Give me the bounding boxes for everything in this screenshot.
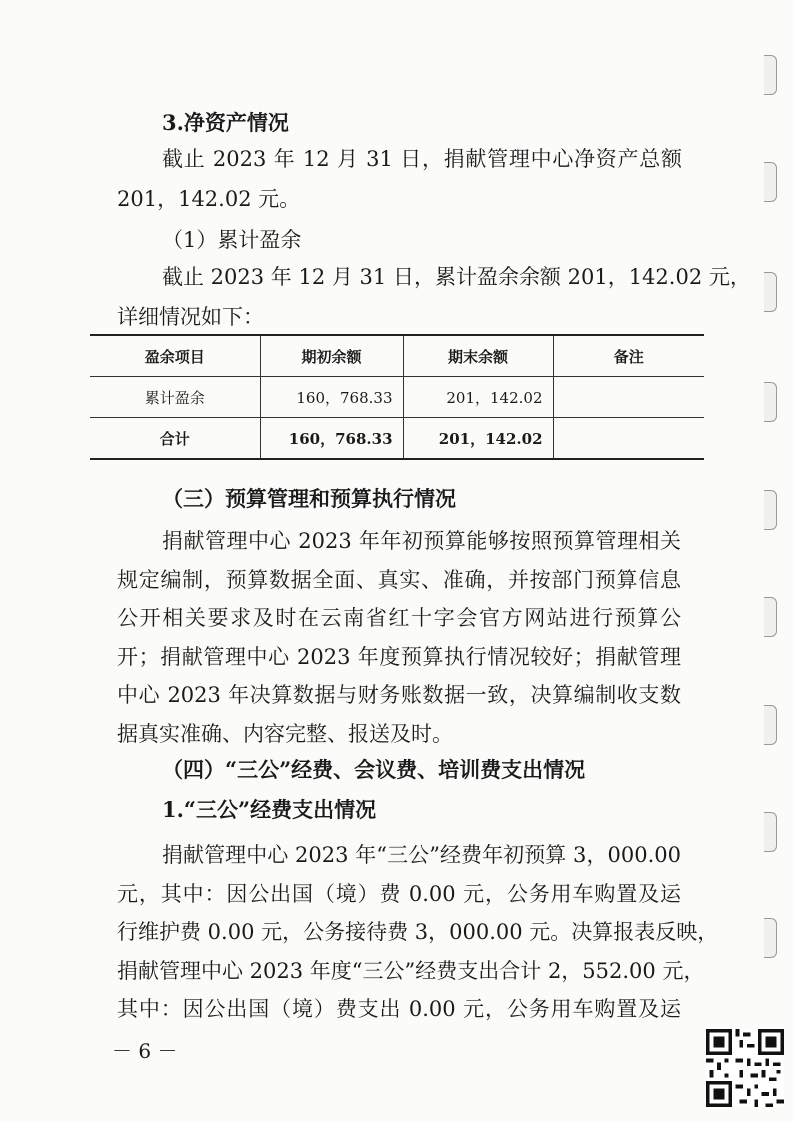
- binder-mark: [764, 272, 777, 312]
- table-row: [90, 377, 704, 418]
- page-number: － 6 －: [112, 1039, 178, 1063]
- binder-mark: [764, 382, 777, 422]
- table-cell: 160，768.33: [260, 377, 403, 418]
- binder-mark: [764, 705, 777, 745]
- binder-mark: [764, 597, 777, 637]
- table-cell: 201，142.02: [403, 418, 553, 460]
- paragraph-line: 行维护费 0.00 元，公务接待费 3，000.00 元。决算报表反映，: [117, 920, 719, 944]
- table-header-row: [90, 335, 704, 377]
- table-header-cell: 期初余额: [260, 335, 403, 377]
- paragraph-line: 捐献管理中心 2023 年度“三公”经费支出合计 2，552.00 元，: [117, 958, 705, 983]
- budget-paragraph: [117, 522, 681, 753]
- table-cell: [553, 418, 704, 460]
- paragraph-line: 捐献管理中心 2023 年“三公”经费年初预算 3，000.00: [162, 843, 681, 867]
- binder-mark: [764, 55, 777, 95]
- table-cell: 合计: [90, 418, 260, 460]
- three-public-paragraph: [117, 836, 719, 1029]
- paragraph-line: 开；捐献管理中心 2023 年度预算执行情况较好；捐献管理: [117, 644, 681, 669]
- three-public-heading: （四）“三公”经费、会议费、培训费支出情况: [162, 757, 586, 782]
- paragraph-line: 中心 2023 年决算数据与财务账数据一致，决算编制收支数: [117, 683, 681, 707]
- surplus-line: 截止 2023 年 12 月 31 日，累计盈余余额 201，142.02 元，: [162, 265, 751, 289]
- net-assets-line: 截止 2023 年 12 月 31 日，捐献管理中心净资产总额: [162, 147, 682, 171]
- paragraph-line: 据真实准确、内容完整、报送及时。: [117, 721, 453, 746]
- paragraph-line: 其中：因公出国（境）费支出 0.00 元，公务用车购置及运: [117, 997, 681, 1021]
- budget-heading: （三）预算管理和预算执行情况: [162, 486, 456, 511]
- table-cell: 累计盈余: [90, 377, 260, 418]
- binder-mark: [764, 812, 777, 852]
- three-public-subheading: 1.“三公”经费支出情况: [162, 797, 377, 822]
- table-cell: [553, 377, 704, 418]
- table-header-cell: 备注: [553, 335, 704, 377]
- surplus-table: [90, 334, 704, 460]
- table-cell: 201，142.02: [403, 377, 553, 418]
- table-row-total: [90, 418, 704, 460]
- surplus-line: 详细情况如下：: [117, 305, 264, 329]
- qr-code-icon: [706, 1029, 784, 1107]
- net-assets-line: 201，142.02 元。: [117, 187, 301, 211]
- binder-mark: [764, 162, 777, 202]
- paragraph-line: 元，其中：因公出国（境）费 0.00 元，公务用车购置及运: [117, 881, 681, 906]
- binder-mark: [764, 490, 777, 530]
- binder-mark: [764, 918, 777, 958]
- paragraph-line: 捐献管理中心 2023 年年初预算能够按照预算管理相关: [162, 529, 681, 553]
- paragraph-line: 公开相关要求及时在云南省红十字会官方网站进行预算公: [117, 606, 681, 630]
- paragraph-line: 规定编制，预算数据全面、真实、准确，并按部门预算信息: [117, 567, 681, 592]
- table-header-cell: 期末余额: [403, 335, 553, 377]
- surplus-heading: （1）累计盈余: [162, 228, 302, 252]
- table-header-cell: 盈余项目: [90, 335, 260, 377]
- table-cell: 160，768.33: [260, 418, 403, 460]
- net-assets-heading: 3.净资产情况: [162, 110, 289, 135]
